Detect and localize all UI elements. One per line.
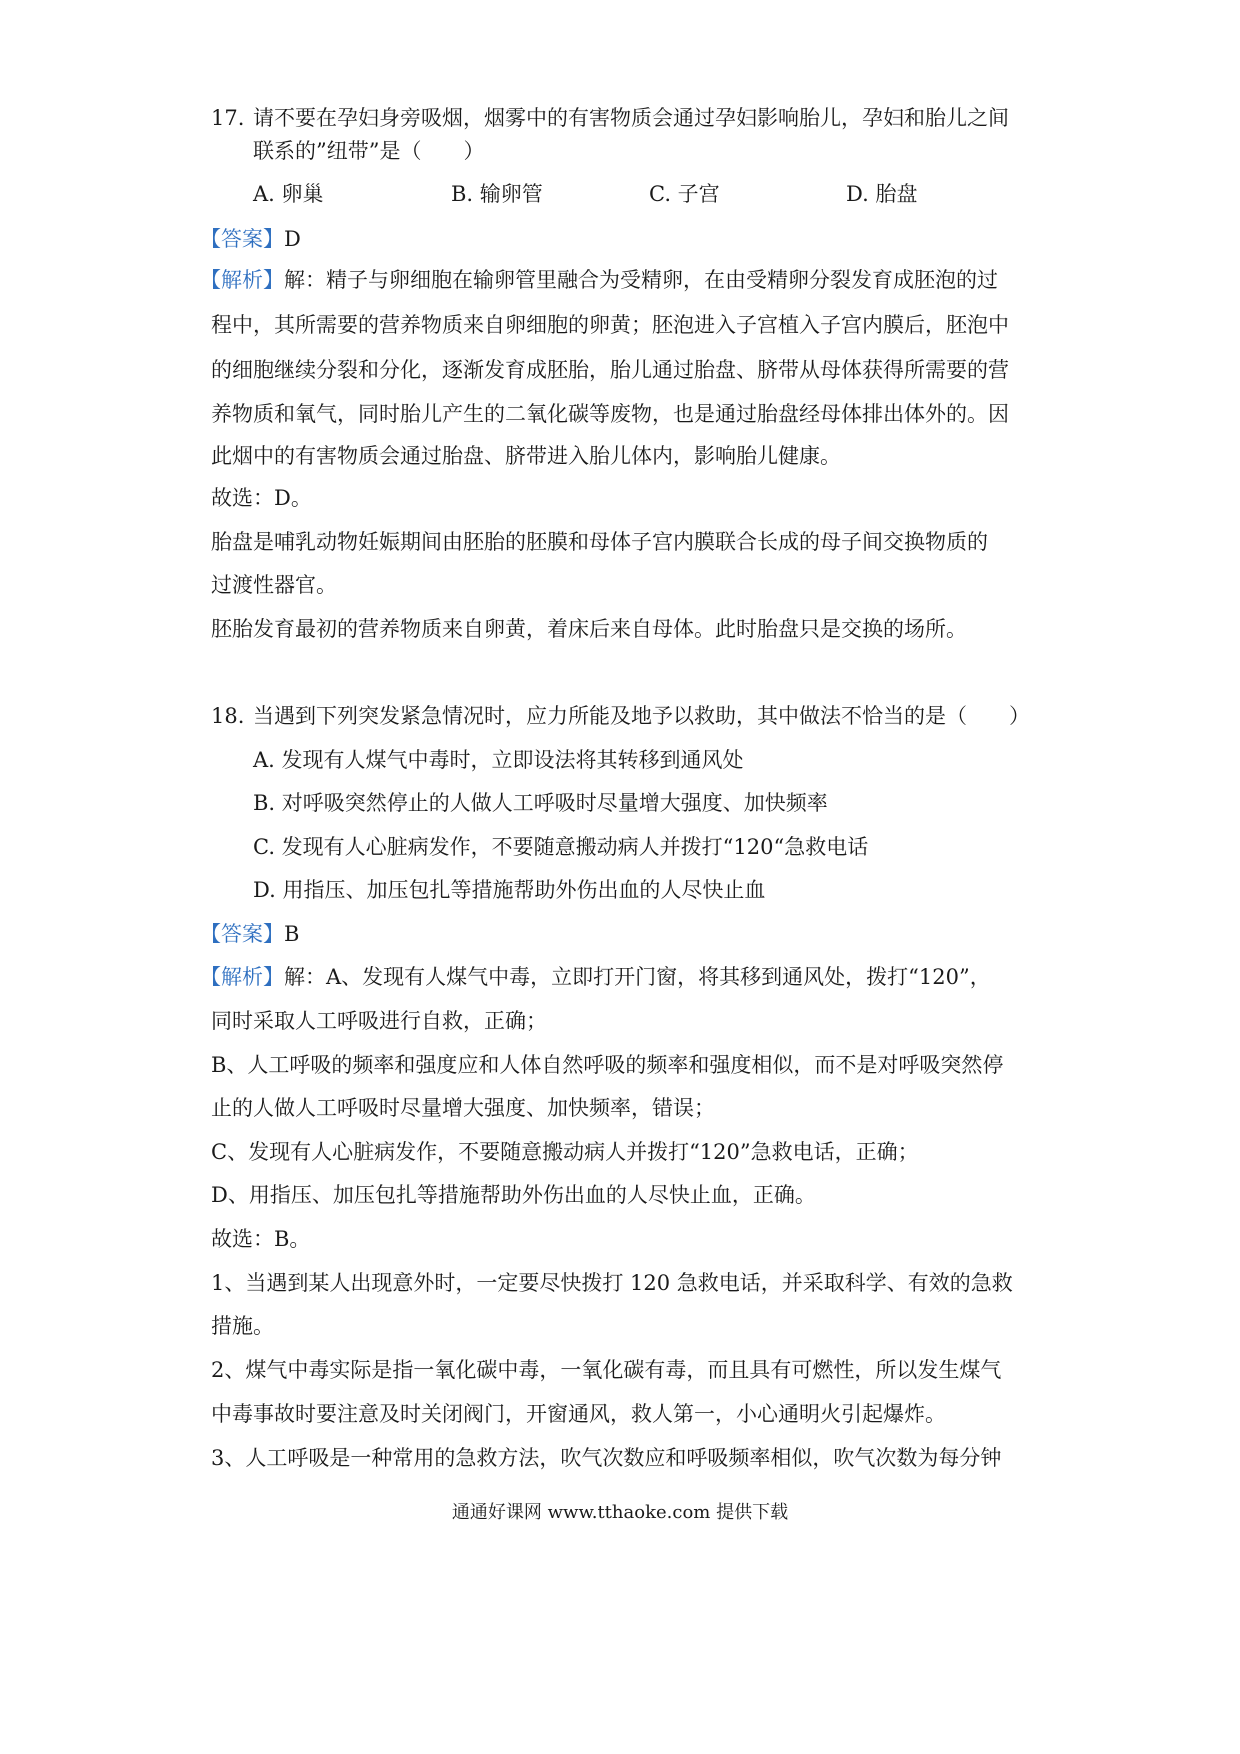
q18-stem: 当遇到下列突发紧急情况时，应力所能及地予以救助，其中做法不恰当的是（ ） — [253, 704, 1030, 728]
q18-analysis-line: C、发现有人心脏病发作，不要随意搬动病人并拨打“120”急救电话，正确； — [211, 1140, 919, 1164]
q18-option-d: D. 用指压、加压包扎等措施帮助外伤出血的人尽快止血 — [253, 878, 766, 902]
q18-note-line: 1、当遇到某人出现意外时，一定要尽快拨打 120 急救电话，并采取科学、有效的急救 — [211, 1271, 1013, 1295]
answer-value: B — [284, 922, 300, 946]
analysis-text: 解：A、发现有人煤气中毒，立即打开门窗，将其移到通风处，拨打“120”， — [284, 965, 991, 989]
q18-analysis-first — [200, 962, 991, 992]
q17-option-b: B. 输卵管 — [451, 182, 543, 206]
q17-note-line: 过渡性器官。 — [211, 573, 337, 597]
q17-conclusion: 故选：D。 — [211, 486, 312, 510]
q17-analysis-line: 此烟中的有害物质会通过胎盘、脐带进入胎儿体内，影响胎儿健康。 — [211, 444, 841, 468]
q17-analysis-line: 的细胞继续分裂和分化，逐渐发育成胚胎，胎儿通过胎盘、脐带从母体获得所需要的营 — [211, 358, 1009, 382]
q17-stem-line2: 联系的”纽带”是（ ） — [253, 139, 485, 163]
q17-analysis-line: 程中，其所需要的营养物质来自卵细胞的卵黄；胚泡进入子宫植入子宫内膜后，胚泡中 — [211, 313, 1009, 337]
q17-option-c: C. 子宫 — [649, 182, 720, 206]
q18-note-line: 措施。 — [211, 1314, 274, 1338]
analysis-tag: 【解析】 — [200, 268, 284, 292]
q18-note-line: 3、人工呼吸是一种常用的急救方法，吹气次数应和呼吸频率相似，吹气次数为每分钟 — [211, 1446, 1002, 1470]
q17-analysis-line: 养物质和氧气，同时胎儿产生的二氧化碳等废物，也是通过胎盘经母体排出体外的。因 — [211, 402, 1009, 426]
q18-analysis-line: D、用指压、加压包扎等措施帮助外伤出血的人尽快止血，正确。 — [211, 1183, 816, 1207]
answer-value: D — [284, 227, 301, 251]
q17-note-line: 胎盘是哺乳动物妊娠期间由胚胎的胚膜和母体子宫内膜联合长成的母子间交换物质的 — [211, 530, 988, 554]
q18-analysis-line: B、人工呼吸的频率和强度应和人体自然呼吸的频率和强度相似，而不是对呼吸突然停 — [211, 1053, 1004, 1077]
q17-stem-line1: 请不要在孕妇身旁吸烟，烟雾中的有害物质会通过孕妇影响胎儿，孕妇和胎儿之间 — [253, 106, 1009, 130]
answer-tag: 【答案】 — [200, 227, 284, 251]
q18-answer — [200, 919, 299, 949]
analysis-text: 解：精子与卵细胞在输卵管里融合为受精卵，在由受精卵分裂发育成胚泡的过 — [284, 268, 998, 292]
answer-tag: 【答案】 — [200, 922, 284, 946]
q18-option-a: A. 发现有人煤气中毒时，立即设法将其转移到通风处 — [253, 748, 744, 772]
q18-analysis-line: 止的人做人工呼吸时尽量增大强度、加快频率，错误； — [211, 1096, 715, 1120]
q18-note-line: 2、煤气中毒实际是指一氧化碳中毒，一氧化碳有毒，而且具有可燃性，所以发生煤气 — [211, 1358, 1002, 1382]
q18-option-b: B. 对呼吸突然停止的人做人工呼吸时尽量增大强度、加快频率 — [253, 791, 828, 815]
q18-conclusion: 故选：B。 — [211, 1227, 311, 1251]
q18-option-c: C. 发现有人心脏病发作，不要随意搬动病人并拨打“120“急救电话 — [253, 835, 869, 859]
q17-analysis-first — [200, 265, 998, 295]
q18-note-line: 中毒事故时要注意及时关闭阀门，开窗通风，救人第一，小心通明火引起爆炸。 — [211, 1402, 946, 1426]
q17-note-line: 胚胎发育最初的营养物质来自卵黄，着床后来自母体。此时胎盘只是交换的场所。 — [211, 617, 967, 641]
q18-analysis-line: 同时采取人工呼吸进行自救，正确； — [211, 1009, 547, 1033]
q17-option-d: D. 胎盘 — [846, 182, 918, 206]
q17-answer — [200, 224, 301, 254]
q18-number: 18. — [211, 704, 245, 728]
q17-number: 17. — [211, 106, 245, 130]
page-footer: 通通好课网 www.tthaoke.com 提供下载 — [451, 1502, 789, 1523]
q17-option-a: A. 卵巢 — [253, 182, 324, 206]
analysis-tag: 【解析】 — [200, 965, 284, 989]
